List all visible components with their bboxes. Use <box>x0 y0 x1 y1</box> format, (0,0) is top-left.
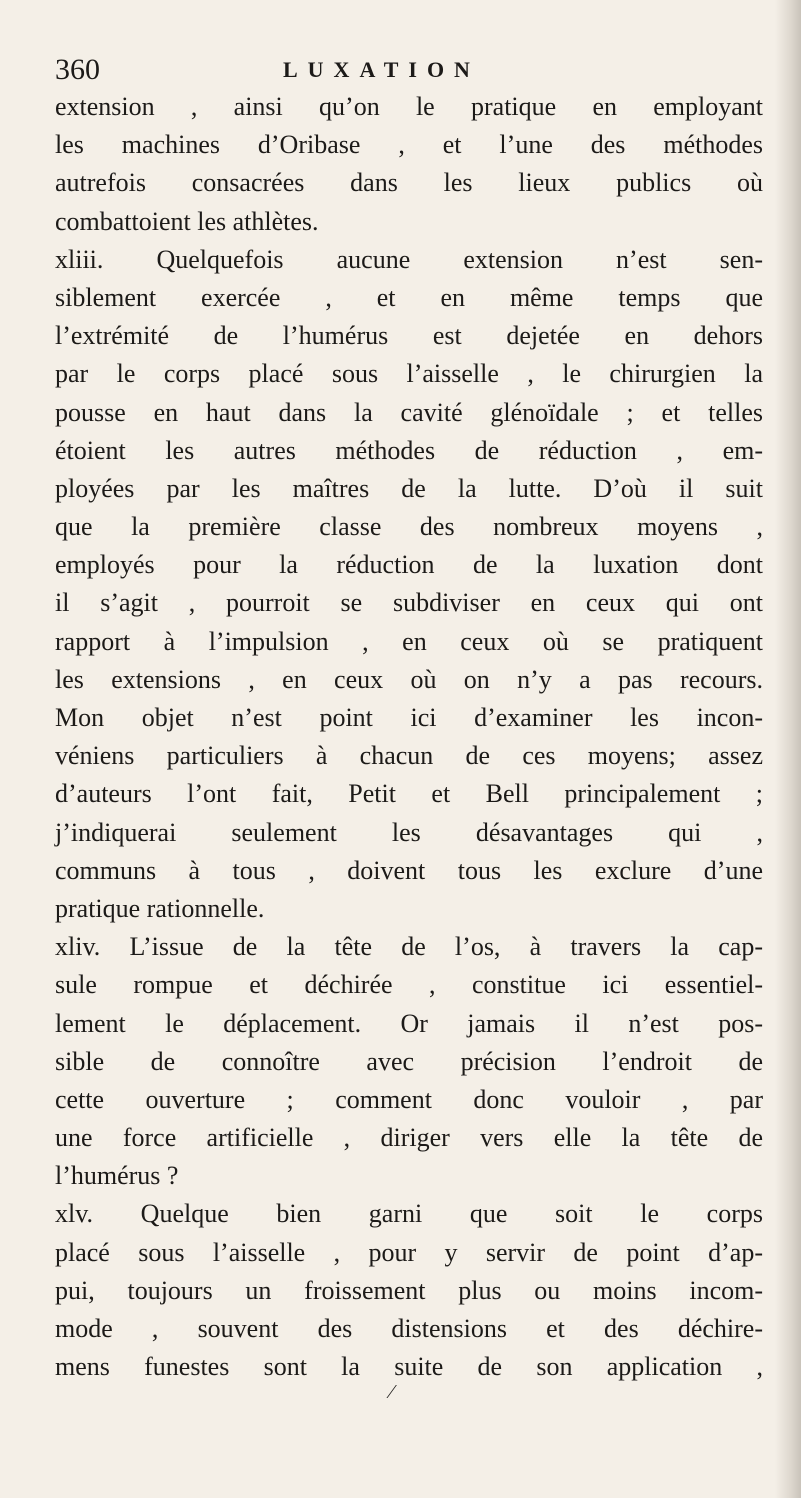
text-line: les extensions , en ceux où on n’y a pas recours. <box>55 664 763 694</box>
text-line: placé sous l’aisselle , pour y servir de point d’ap- <box>55 1237 763 1267</box>
text-line: xliii. Quelquefois aucune extension n’est sen- <box>55 244 763 274</box>
text-line: par le corps placé sous l’aisselle , le chirurgien la <box>55 359 763 389</box>
text-line: sule rompue et déchirée , constitue ici essentiel- <box>55 970 763 1000</box>
text-line: mens funestes sont la suite de son application , <box>55 1352 763 1382</box>
footer-mark: ⁄ <box>390 1381 394 1403</box>
text-line: pousse en haut dans la cavité glénoïdale ; et telles <box>55 397 763 427</box>
text-line: siblement exercée , et en même temps que <box>55 282 763 312</box>
text-line: autrefois consacrées dans les lieux publics où <box>55 168 763 198</box>
text-line: sible de connoître avec précision l’endroit de <box>55 1046 763 1076</box>
text-line: xliv. L’issue de la tête de l’os, à travers la cap- <box>55 932 763 962</box>
text-line: étoient les autres méthodes de réduction , em- <box>55 435 763 465</box>
text-line: rapport à l’impulsion , en ceux où se pratiquent <box>55 626 763 656</box>
text-line: il s’agit , pourroit se subdiviser en ceux qui ont <box>55 588 763 618</box>
body-text <box>55 88 763 1386</box>
text-line: Mon objet n’est point ici d’examiner les incon- <box>55 703 763 732</box>
text-line: mode , souvent des distensions et des déchire- <box>55 1314 763 1343</box>
text-line: ployées par les maîtres de la lutte. D’où il suit <box>55 473 763 503</box>
text-line: d’auteurs l’ont fait, Petit et Bell principalement ; <box>55 779 763 809</box>
text-line: que la première classe des nombreux moyens , <box>55 512 763 542</box>
text-line: extension , ainsi qu’on le pratique en employant <box>55 92 763 121</box>
page-header <box>55 50 755 90</box>
text-line: l’humérus ? <box>55 1161 179 1191</box>
text-line: l’extrémité de l’humérus est dejetée en dehors <box>55 321 763 351</box>
text-line: pui, toujours un froissement plus ou moins incom- <box>55 1275 763 1305</box>
text-line: j’indiquerai seulement les désavantages qui , <box>55 817 763 847</box>
text-line: cette ouverture ; comment donc vouloir , par <box>55 1084 763 1114</box>
text-line: employés pour la réduction de la luxation dont <box>55 550 763 580</box>
text-line: véniens particuliers à chacun de ces moyens; assez <box>55 741 763 771</box>
text-line: pratique rationnelle. <box>55 893 265 923</box>
text-line: communs à tous , doivent tous les exclure d’une <box>55 855 763 885</box>
text-line: xlv. Quelque bien garni que soit le corps <box>55 1199 763 1229</box>
text-line: les machines d’Oribase , et l’une des méthodes <box>55 130 763 160</box>
page-number: 360 <box>55 53 100 86</box>
running-head: LUXATION <box>283 57 480 82</box>
text-line: lement le déplacement. Or jamais il n’est pos- <box>55 1008 763 1038</box>
text-line: combattoient les athlètes. <box>55 206 319 236</box>
text-line: une force artificielle , diriger vers elle la tête de <box>55 1123 763 1153</box>
page-edge-shadow <box>775 0 801 1498</box>
